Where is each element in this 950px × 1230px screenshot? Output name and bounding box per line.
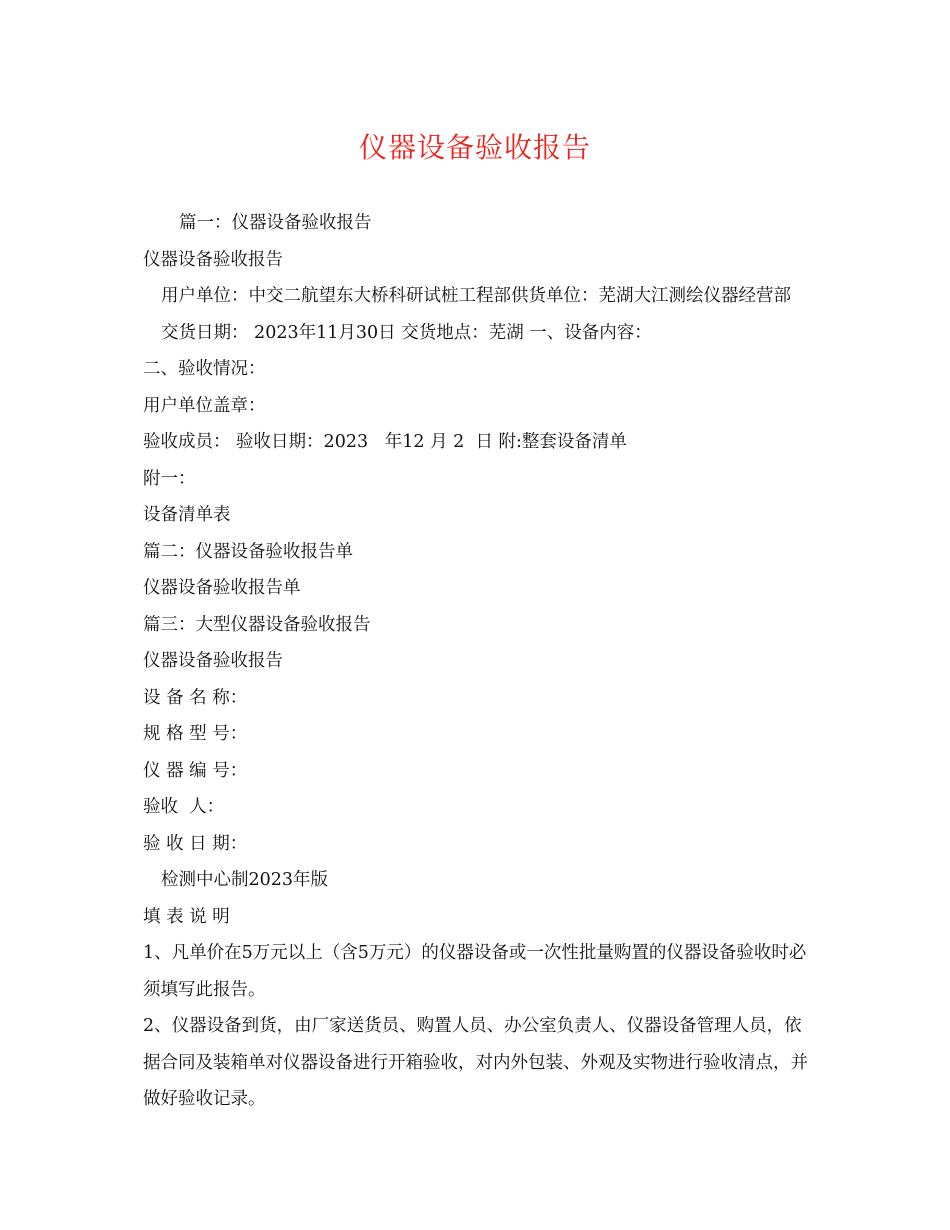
page-title: 仪器设备验收报告 <box>358 131 591 164</box>
delivery-info-paragraph: 用户单位：中交二航望东大桥科研试桩工程部供货单位：芜湖大江测绘仪器经营部 交货日期： 2023年11月30日 交货地点：芜湖 一、设备内容： <box>161 286 791 343</box>
section-heading-3: 篇三：大型仪器设备验收报告 <box>143 614 371 635</box>
field-inspector: 验收 人： <box>143 797 225 817</box>
equipment-list-line: 设备清单表 <box>143 505 231 525</box>
field-spec-model: 规 格 型 号： <box>143 724 248 744</box>
user-seal-line: 用户单位盖章： <box>143 395 266 416</box>
instructions-heading: 填 表 说 明 <box>143 906 230 927</box>
rule-1-paragraph: 1、凡单价在5万元以上（含5万元）的仪器设备或一次性批量购置的仪器设备验收时必须填写此报告。 <box>143 943 807 1000</box>
field-equipment-name: 设 备 名 称： <box>143 687 248 708</box>
section-heading-1: 篇一：仪器设备验收报告 <box>179 213 372 233</box>
field-instrument-number: 仪 器 编 号： <box>143 760 248 781</box>
edition-line: 检测中心制2023年版 <box>161 870 329 890</box>
section-heading-2: 篇二：仪器设备验收报告单 <box>143 541 353 562</box>
section-title-2: 仪器设备验收报告单 <box>143 578 301 598</box>
members-date-line: 验收成员： 验收日期：2023 年12 月 2 日 附:整套设备清单 <box>143 432 627 452</box>
section-title-1: 仪器设备验收报告 <box>143 249 283 270</box>
acceptance-status-line: 二、验收情况： <box>143 359 266 379</box>
section-title-3: 仪器设备验收报告 <box>143 651 283 671</box>
appendix-line: 附一： <box>143 468 196 489</box>
rule-2-paragraph: 2、仪器设备到货，由厂家送货员、购置人员、办公室负责人、仪器设备管理人员，依据合同及装箱单对仪器设备进行开箱验收，对内外包装、外观及实物进行验收清点，并做好验收记录。 <box>143 1016 808 1109</box>
field-acceptance-date: 验 收 日 期： <box>143 833 248 854</box>
document-body <box>143 205 808 1118</box>
